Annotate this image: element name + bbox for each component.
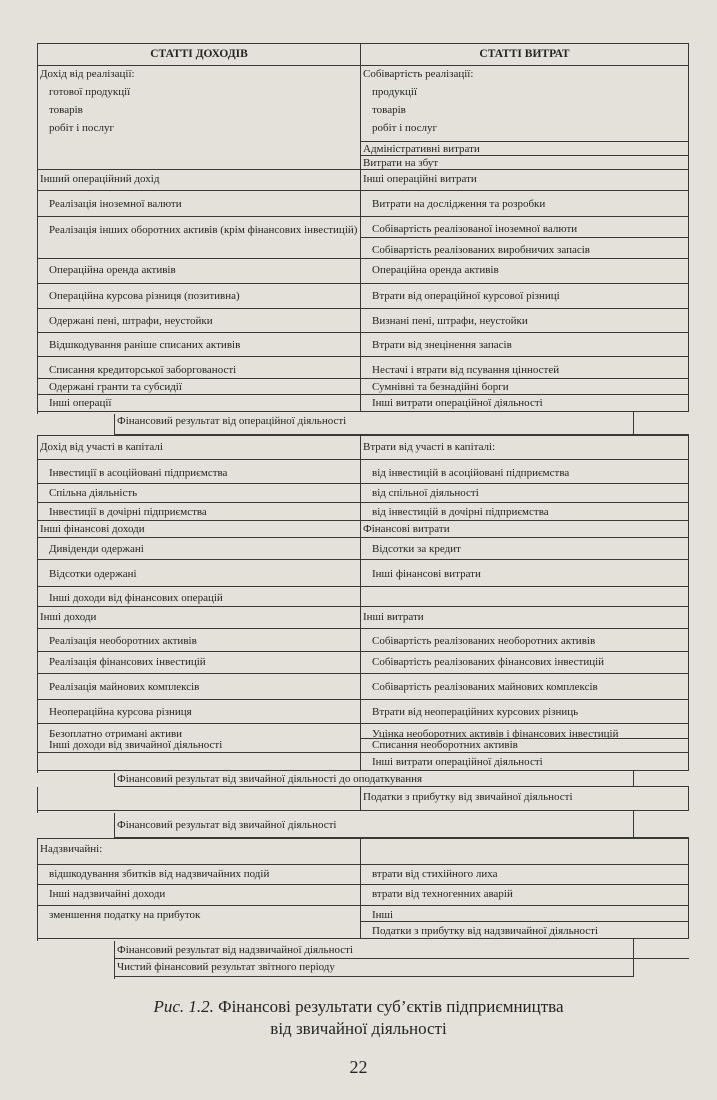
expense-cell: Собівартість реалізації: xyxy=(361,66,689,84)
income-cell: Списання кредиторської заборгованості xyxy=(38,357,361,379)
income-cell: Відшкодування раніше списаних активів xyxy=(38,333,361,357)
expense-cell: Інші xyxy=(361,906,689,922)
income-cell xyxy=(38,156,361,170)
pretax-result-row xyxy=(37,771,689,787)
net-result-row xyxy=(37,959,689,977)
expense-cell: від спільної діяльності xyxy=(361,484,689,503)
expense-cell: Інші витрати операційної діяльності xyxy=(361,395,689,412)
expense-cell: Інші витрати операційної діяльності xyxy=(361,753,689,771)
operating-result-row xyxy=(37,412,689,435)
expense-cell: Втрати від участі в капіталі: xyxy=(361,435,689,460)
expense-cell: Операційна оренда активів xyxy=(361,259,689,284)
income-cell xyxy=(38,142,361,156)
expense-cell: Визнані пені, штрафи, неустойки xyxy=(361,309,689,333)
figure-caption-line1: Фінансові результати суб’єктів підприємництва xyxy=(218,997,564,1016)
income-cell: Реалізація інших оборотних активів (крім фінансових інвестицій) xyxy=(38,217,361,259)
net-result-label: Чистий фінансовий результат звітного періоду xyxy=(117,961,335,973)
expense-cell: робіт і послуг xyxy=(361,120,689,142)
income-cell: Дивіденди одержані xyxy=(38,538,361,560)
expense-cell: від інвестицій в асоційовані підприємства xyxy=(361,460,689,484)
income-cell: Реалізація іноземної валюти xyxy=(38,191,361,217)
income-header: СТАТТІ ДОХОДІВ xyxy=(38,43,361,66)
extraordinary-result-label: Фінансовий результат від надзвичайної діяльності xyxy=(117,944,353,956)
income-cell: готової продукції xyxy=(38,84,361,102)
expense-cell: продукції xyxy=(361,84,689,102)
income-cell: Дохід від реалізації: xyxy=(38,66,361,84)
income-cell: Надзвичайні: xyxy=(38,838,361,865)
expense-cell: Нестачі і втрати від псування цінностей xyxy=(361,357,689,379)
income-cell: Інвестиції в дочірні підприємства xyxy=(38,503,361,521)
expense-cell: Інші витрати xyxy=(361,607,689,629)
expense-cell: Собівартість реалізованих виробничих запасів xyxy=(361,238,689,259)
income-cell: Безоплатно отримані активи xyxy=(38,724,361,739)
ordinary-result-row xyxy=(37,811,689,838)
expense-cell: від інвестицій в дочірні підприємства xyxy=(361,503,689,521)
income-cell: Операційна оренда активів xyxy=(38,259,361,284)
expense-cell: Фінансові витрати xyxy=(361,521,689,538)
expense-cell: Відсотки за кредит xyxy=(361,538,689,560)
income-cell: відшкодування збитків від надзвичайних подій xyxy=(38,865,361,885)
income-cell xyxy=(38,753,361,771)
income-cell: Інший операційний дохід xyxy=(38,170,361,191)
income-cell: робіт і послуг xyxy=(38,120,361,142)
expense-cell: Собівартість реалізованих майнових комплексів xyxy=(361,674,689,700)
expense-cell: Податки з прибутку від надзвичайної діяльності xyxy=(361,922,689,939)
income-cell: Одержані гранти та субсидії xyxy=(38,379,361,395)
expense-cell xyxy=(361,838,689,865)
income-cell xyxy=(38,922,361,939)
expense-header: СТАТТІ ВИТРАТ xyxy=(361,43,689,66)
income-cell: Спільна діяльність xyxy=(38,484,361,503)
operating-result-label: Фінансовий результат від операційної діяльності xyxy=(117,415,347,427)
financial-results-table xyxy=(37,43,689,977)
expense-cell: Витрати на дослідження та розробки xyxy=(361,191,689,217)
expense-cell: Інші операційні витрати xyxy=(361,170,689,191)
income-cell: Реалізація фінансових інвестицій xyxy=(38,652,361,674)
expense-cell: Адміністративні витрати xyxy=(361,142,689,156)
expense-cell: Собівартість реалізованих фінансових інвестицій xyxy=(361,652,689,674)
expense-cell: втрати від стихійного лиха xyxy=(361,865,689,885)
income-cell: зменшення податку на прибуток xyxy=(38,906,361,922)
income-cell xyxy=(38,787,361,811)
income-cell: Неопераційна курсова різниця xyxy=(38,700,361,724)
figure-label: Рис. 1.2. xyxy=(153,997,214,1016)
income-cell: Інші доходи від звичайної діяльності xyxy=(38,739,361,753)
expense-cell: Втрати від знецінення запасів xyxy=(361,333,689,357)
income-cell: Дохід від участі в капіталі xyxy=(38,435,361,460)
figure-caption xyxy=(0,996,717,1017)
income-cell: Інші надзвичайні доходи xyxy=(38,885,361,906)
income-cell: Реалізація майнових комплексів xyxy=(38,674,361,700)
income-cell: Одержані пені, штрафи, неустойки xyxy=(38,309,361,333)
income-cell: Операційна курсова різниця (позитивна) xyxy=(38,284,361,309)
income-cell: Інвестиції в асоційовані підприємства xyxy=(38,460,361,484)
extraordinary-result-row xyxy=(37,939,689,959)
income-cell: Інші доходи від фінансових операцій xyxy=(38,587,361,607)
expense-cell: Інші фінансові витрати xyxy=(361,560,689,587)
expense-cell: товарів xyxy=(361,102,689,120)
income-cell: Відсотки одержані xyxy=(38,560,361,587)
pretax-result-label: Фінансовий результат від звичайної діяльності до оподаткування xyxy=(117,773,423,785)
income-cell: Інші фінансові доходи xyxy=(38,521,361,538)
expense-cell: Уцінка необоротних активів і фінансових інвестицій xyxy=(361,724,689,739)
income-cell: Інші операції xyxy=(38,395,361,412)
expense-cell: Собівартість реалізованих необоротних активів xyxy=(361,629,689,652)
figure-caption-line2: від звичайної діяльності xyxy=(270,1019,447,1038)
expense-cell: Собівартість реалізованої іноземної валюти xyxy=(361,217,689,238)
expense-cell: Податки з прибутку від звичайної діяльності xyxy=(361,787,689,811)
income-cell: Реалізація необоротних активів xyxy=(38,629,361,652)
ordinary-result-label: Фінансовий результат від звичайної діяльності xyxy=(117,819,337,831)
expense-cell: втрати від техногенних аварій xyxy=(361,885,689,906)
expense-cell: Списання необоротних активів xyxy=(361,739,689,753)
expense-cell: Сумнівні та безнадійні борги xyxy=(361,379,689,395)
page-number: 22 xyxy=(349,1057,368,1077)
expense-cell: Витрати на збут xyxy=(361,156,689,170)
expense-cell xyxy=(361,587,689,607)
expense-cell: Втрати від операційної курсової різниці xyxy=(361,284,689,309)
income-cell: Інші доходи xyxy=(38,607,361,629)
expense-cell: Втрати від неопераційних курсових різниць xyxy=(361,700,689,724)
income-cell: товарів xyxy=(38,102,361,120)
